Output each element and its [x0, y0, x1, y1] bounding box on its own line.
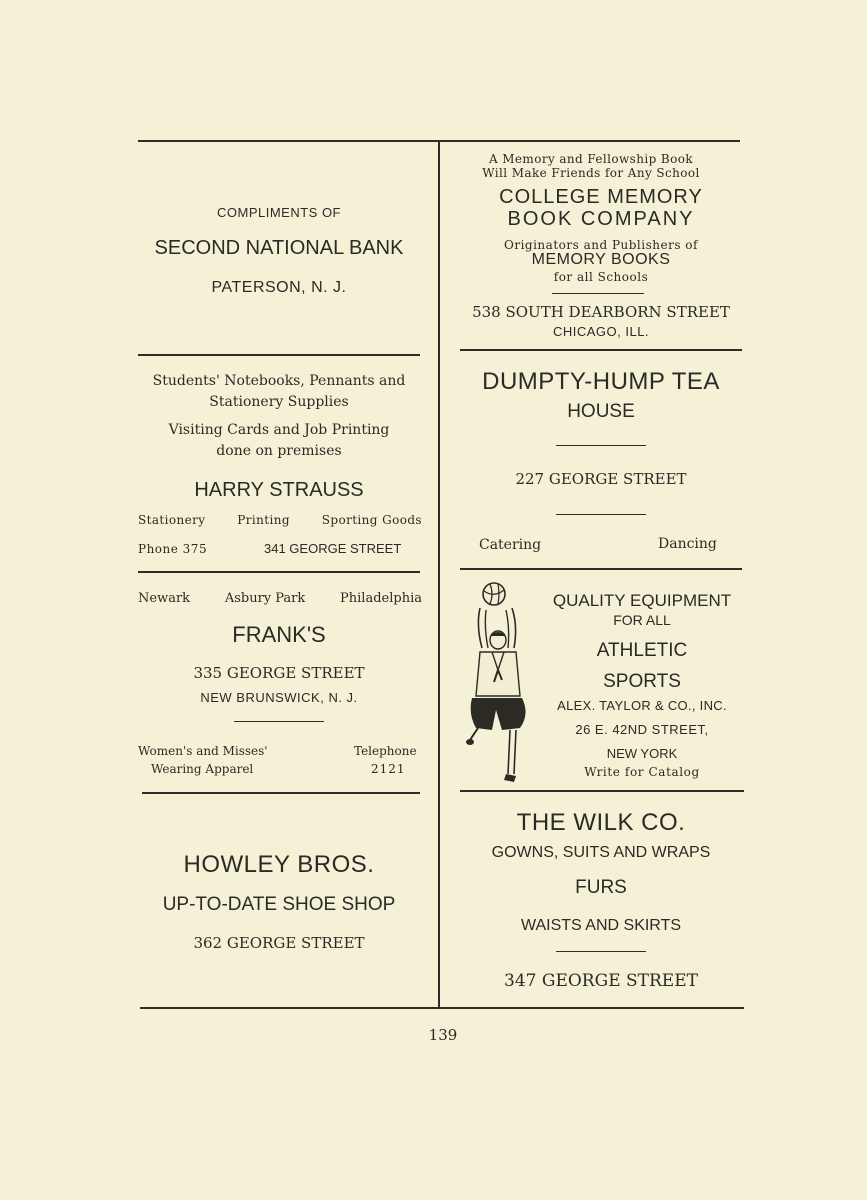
wilk-line-2: FURS [575, 877, 627, 898]
franks-apparel-1: Women's and Misses' [138, 744, 268, 758]
wilk-short-rule [556, 951, 646, 952]
right-rule-3 [460, 790, 744, 792]
city-newark: Newark [138, 591, 191, 606]
franks-phone-label: Telephone [354, 744, 417, 758]
strauss-address: 341 GEORGE STREET [264, 541, 402, 556]
memory-line-1: Originators and Publishers of [504, 238, 698, 252]
city-philadelphia: Philadelphia [340, 591, 422, 606]
wilk-address: 347 GEORGE STREET [504, 971, 698, 991]
memory-short-rule [552, 293, 644, 294]
strauss-line-2: Stationery Supplies [209, 394, 349, 410]
taylor-line-2: FOR ALL [613, 612, 671, 628]
left-rule-3 [142, 792, 420, 794]
franks-city: NEW BRUNSWICK, N. J. [200, 690, 358, 705]
city-asbury-park: Asbury Park [224, 591, 306, 606]
bank-intro: COMPLIMENTS OF [216, 205, 341, 220]
bank-city: PATERSON, N. J. [211, 279, 347, 296]
howley-address: 362 GEORGE STREET [193, 934, 365, 952]
strauss-line-1: Students' Notebooks, Pennants and [152, 373, 406, 389]
strauss-phone: Phone 375 [138, 542, 208, 556]
memory-tagline-1: A Memory and Fellowship Book [488, 152, 694, 166]
memory-line-2: MEMORY BOOKS [531, 251, 671, 268]
howley-tagline: UP-TO-DATE SHOE SHOP [162, 894, 396, 915]
service-printing: Printing [237, 513, 290, 527]
memory-line-3: for all Schools [553, 270, 649, 284]
taylor-company: ALEX. TAYLOR & CO., INC. [557, 698, 727, 713]
memory-address: 538 SOUTH DEARBORN STREET [472, 303, 730, 321]
wilk-line-1: GOWNS, SUITS AND WRAPS [491, 844, 711, 861]
taylor-catalog: Write for Catalog [584, 765, 700, 779]
howley-name: HOWLEY BROS. [183, 851, 375, 878]
bank-name: SECOND NATIONAL BANK [154, 237, 404, 259]
dumpty-rule-1 [556, 445, 646, 446]
franks-address: 335 GEORGE STREET [193, 664, 365, 682]
taylor-line-3: ATHLETIC [596, 640, 688, 661]
franks-apparel-2: Wearing Apparel [151, 762, 254, 776]
wilk-line-3: WAISTS AND SKIRTS [520, 917, 682, 934]
franks-name: FRANK'S [232, 622, 326, 647]
strauss-services [138, 513, 422, 527]
dumpty-name-2: HOUSE [567, 401, 635, 422]
bottom-rule [140, 1007, 744, 1009]
taylor-city: NEW YORK [606, 746, 678, 761]
memory-city: CHICAGO, ILL. [552, 324, 650, 339]
memory-name-1: COLLEGE MEMORY [499, 186, 703, 208]
taylor-line-1: QUALITY EQUIPMENT [552, 591, 732, 610]
service-stationery: Stationery [138, 513, 206, 527]
left-rule-2 [138, 571, 420, 573]
right-rule-2 [460, 568, 742, 570]
dumpty-catering: Catering [479, 537, 542, 553]
franks-phone-number: 2121 [371, 762, 406, 776]
athlete-illustration [462, 578, 534, 790]
memory-tagline-2: Will Make Friends for Any School [482, 166, 700, 180]
franks-cities [138, 591, 422, 606]
dumpty-name-1: DUMPTY-HUMP TEA [482, 368, 720, 395]
dumpty-address: 227 GEORGE STREET [515, 470, 687, 488]
taylor-line-4: SPORTS [603, 671, 681, 692]
taylor-address: 26 E. 42ND STREET, [575, 722, 709, 737]
franks-short-rule [234, 721, 324, 722]
center-divider [438, 142, 440, 1008]
service-sporting-goods: Sporting Goods [321, 513, 422, 527]
dumpty-dancing: Dancing [658, 536, 717, 552]
strauss-line-4: done on premises [216, 443, 342, 459]
strauss-name: HARRY STRAUSS [194, 479, 364, 501]
dumpty-rule-2 [556, 514, 646, 515]
strauss-line-3: Visiting Cards and Job Printing [168, 422, 390, 438]
wilk-name: THE WILK CO. [516, 809, 686, 836]
right-rule-1 [460, 349, 742, 351]
memory-name-2: BOOK COMPANY [507, 208, 695, 230]
left-rule-1 [138, 354, 420, 356]
page-number: 139 [428, 1026, 458, 1044]
